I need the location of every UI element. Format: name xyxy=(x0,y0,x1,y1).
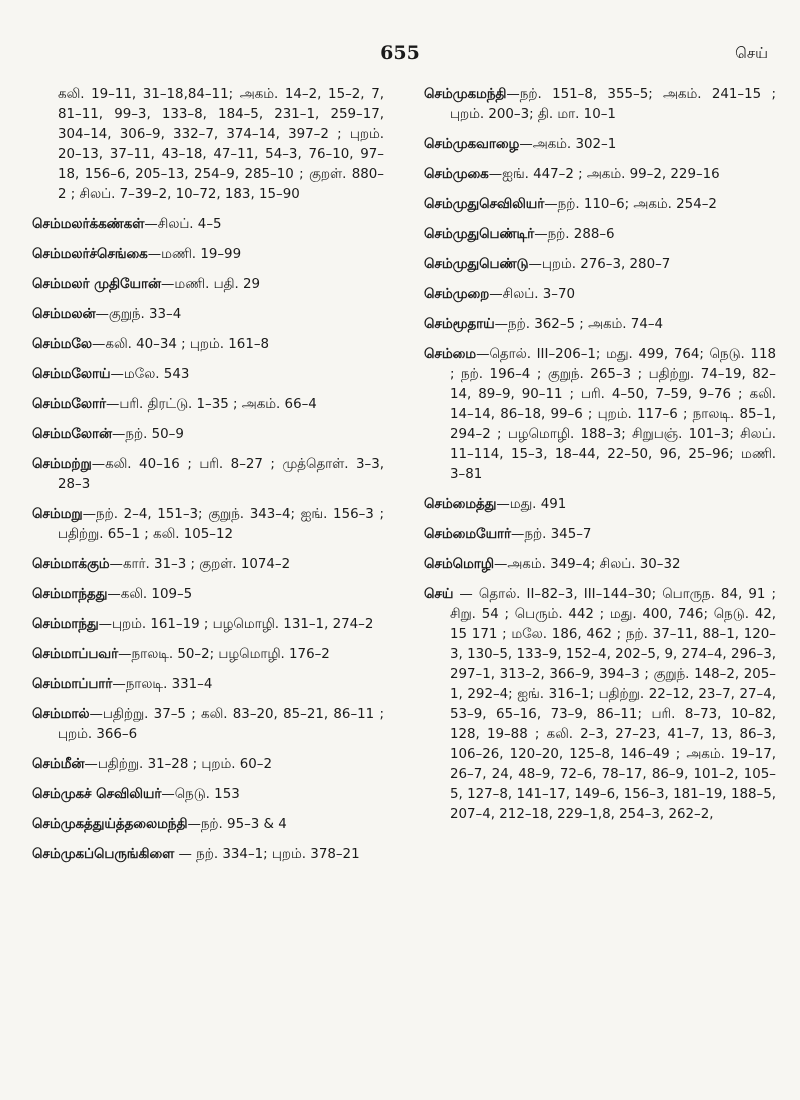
entry-headword: செம்மாந்து xyxy=(32,617,99,632)
entry-headword: செம்மலர்ச்செங்கை xyxy=(32,247,148,262)
entry-headword: செம்முதுசெவிலியர் xyxy=(424,197,545,212)
page-number: 655 xyxy=(380,42,420,64)
entry-headword: செம்முதுபெண்டு xyxy=(424,257,529,272)
entry-headword: செம்மாப்பார் xyxy=(32,677,113,692)
entry-references: — நற். 334–1; புறம். 378–21 xyxy=(174,847,360,862)
index-entry xyxy=(32,585,384,605)
index-entry xyxy=(32,505,384,545)
entry-references: —கலி. 109–5 xyxy=(107,587,193,602)
entry-headword: செம்மலே xyxy=(32,337,93,352)
index-entry xyxy=(424,195,776,215)
left-column xyxy=(32,85,384,875)
entry-references: —பதிற்று. 31–28 ; புறம். 60–2 xyxy=(84,757,272,772)
index-entry xyxy=(424,165,776,185)
entry-references: —அகம். 349–4; சிலப். 30–32 xyxy=(494,557,681,572)
index-entry xyxy=(424,85,776,125)
entry-references: —கலி. 40–34 ; புறம். 161–8 xyxy=(92,337,270,352)
entry-references: —குறுந். 33–4 xyxy=(95,307,182,322)
entry-headword: செம்மறு xyxy=(32,507,83,522)
index-entry xyxy=(32,335,384,355)
entry-headword: செம்மால் xyxy=(32,707,90,722)
entry-headword: செம்மூதாய் xyxy=(424,317,495,332)
index-entry xyxy=(424,255,776,275)
running-head: செய் xyxy=(735,44,768,62)
index-entry xyxy=(424,495,776,515)
entry-references: —நற். 2–4, 151–3; குறுந். 343–4; ஐங். 156–3 ; பதிற்று. 65–1 ; கலி. 105–12 xyxy=(58,507,384,542)
entry-headword: செம்மலோர் xyxy=(32,397,107,412)
entry-headword: செம்மலர் முதியோன் xyxy=(32,277,161,292)
entry-references: —மது. 491 xyxy=(496,497,567,512)
entry-references: —கலி. 40–16 ; பரி. 8–27 ; முத்தொள். 3–3, 28–3 xyxy=(58,457,384,492)
entry-headword: செம்முகமந்தி xyxy=(424,87,507,102)
index-entry xyxy=(32,85,384,205)
entry-headword: செம்மை xyxy=(424,347,477,362)
index-entry xyxy=(424,555,776,575)
entry-headword: செம்மைத்து xyxy=(424,497,497,512)
entry-references: —மணி. 19–99 xyxy=(147,247,242,262)
index-entry xyxy=(32,645,384,665)
entry-references: —நற். 362–5 ; அகம். 74–4 xyxy=(494,317,664,332)
entry-references: —நற். 151–8, 355–5; அகம். 241–15 ; புறம். 200–3; தி. மா. 10–1 xyxy=(450,87,776,122)
index-entry xyxy=(424,345,776,485)
index-entry xyxy=(424,315,776,335)
entry-headword: செம்மலோன் xyxy=(32,427,112,442)
entry-references: —நற். 110–6; அகம். 254–2 xyxy=(544,197,717,212)
index-entry xyxy=(32,675,384,695)
index-entry xyxy=(32,215,384,235)
entry-headword: செம்மலன் xyxy=(32,307,96,322)
entry-references: —நற். 95–3 & 4 xyxy=(187,817,287,832)
entry-headword: செம்மையோர் xyxy=(424,527,512,542)
entry-headword: செம்மலர்க்கண்கள் xyxy=(32,217,145,232)
entry-references: —நற். 50–9 xyxy=(112,427,184,442)
index-entry xyxy=(32,555,384,575)
entry-references: —சிலப். 4–5 xyxy=(144,217,222,232)
entry-headword: செய் xyxy=(424,587,454,602)
index-entry xyxy=(32,275,384,295)
entry-references: —கார். 31–3 ; குறள். 1074–2 xyxy=(109,557,291,572)
entry-references: —அகம். 302–1 xyxy=(519,137,617,152)
index-entry xyxy=(32,785,384,805)
entry-references: —புறம். 161–19 ; பழமொழி. 131–1, 274–2 xyxy=(98,617,374,632)
entry-headword: செம்மாந்தது xyxy=(32,587,108,602)
entry-headword: செம்மாப்பவர் xyxy=(32,647,119,662)
index-entry xyxy=(424,225,776,245)
entry-references: —ஐங். 447–2 ; அகம். 99–2, 229–16 xyxy=(488,167,720,182)
entry-headword: செம்மீன் xyxy=(32,757,85,772)
entry-headword: செம்முகப்பெருங்கிளை xyxy=(32,847,175,862)
entry-references: —புறம். 276–3, 280–7 xyxy=(528,257,671,272)
index-entry xyxy=(32,755,384,775)
entry-headword: செம்மலோய் xyxy=(32,367,111,382)
entry-references: —நாலடி. 50–2; பழமொழி. 176–2 xyxy=(118,647,330,662)
index-entry xyxy=(32,365,384,385)
entry-references: —மணி. பதி. 29 xyxy=(160,277,261,292)
index-entry xyxy=(424,135,776,155)
entry-references: —சிலப். 3–70 xyxy=(489,287,576,302)
index-entry xyxy=(32,815,384,835)
entry-headword: செம்முகச் செவிலியர் xyxy=(32,787,162,802)
entry-references: —நற். 345–7 xyxy=(511,527,592,542)
entry-headword: செம்முகை xyxy=(424,167,489,182)
index-entry xyxy=(424,585,776,825)
entry-references: — தொல். II–82–3, III–144–30; பொருந. 84, 91 ; சிறு. 54 ; பெரும். 442 ; மது. 400, 746; நெடு. 42, 15 171 ; மலே. 186, 462 ; நற். 37–11, 88–1, 120–3, 130–5, 133–9, 152–4, 202–5, 9, 274–4, 296–3, 297–1, 313–2, 366–9, 394–3 ; குறுந். 148–2, 205–1, 292–4; ஐங். 316–1; பதிற்று. 22–12, 23–7, 27–4, 53–9, 65–16, 73–9, 86–11; பரி. 8–73, 10–82, 128, 19–88 ; கலி. 2–3, 27–23, 41–7, 13, 86–3, 106–26, 120–20, 125–8, 146–49 ; அகம். 19–17, 26–7, 24, 48–9, 72–6, 78–17, 86–9, 101–2, 105–5, 127–8, 141–17, 149–6, 156–3, 181–19, 188–5, 207–4, 212–18, 229–1,8, 254–3, 262–2, xyxy=(450,587,776,822)
index-entry xyxy=(424,285,776,305)
index-entry xyxy=(32,425,384,445)
entry-headword: செம்முறை xyxy=(424,287,490,302)
entry-references: —தொல். III–206–1; மது. 499, 764; நெடு. 118 ; நற். 196–4 ; குறுந். 265–3 ; பதிற்று. 74–19, 82–14, 89–9, 90–11 ; பரி. 4–50, 7–59, 9–76 ; கலி. 14–14, 86–18, 99–6 ; புறம். 117–6 ; நாலடி. 85–1, 294–2 ; பழமொழி. 188–3; சிறுபஞ். 101–3; சிலப். 11–114, 15–3, 18–44, 22–50, 96, 25–96; மணி. 3–81 xyxy=(450,347,776,482)
entry-references: —நெடு. 153 xyxy=(161,787,240,802)
index-entry xyxy=(32,455,384,495)
index-entry xyxy=(32,845,384,865)
index-entry xyxy=(32,705,384,745)
right-column xyxy=(424,85,776,835)
entry-references: —நற். 288–6 xyxy=(534,227,615,242)
index-entry xyxy=(424,525,776,545)
entry-headword: செம்மற்று xyxy=(32,457,92,472)
entry-references: கலி. 19–11, 31–18,84–11; அகம். 14–2, 15–2, 7, 81–11, 99–3, 133–8, 184–5, 231–1, 259–17, 304–14, 306–9, 332–7, 374–14, 397–2 ; புறம். 20–13, 37–11, 43–18, 47–11, 54–3, 76–10, 97–18, 156–6, 205–13, 254–9, 285–10 ; குறள். 880–2 ; சிலப். 7–39–2, 10–72, 183, 15–90 xyxy=(58,87,384,202)
entry-headword: செம்மாக்கும் xyxy=(32,557,110,572)
entry-references: —பரி. திரட்டு. 1–35 ; அகம். 66–4 xyxy=(106,397,317,412)
index-entry xyxy=(32,305,384,325)
index-entry xyxy=(32,245,384,265)
index-entry xyxy=(32,615,384,635)
entry-references: —மலே. 543 xyxy=(110,367,190,382)
entry-references: —பதிற்று. 37–5 ; கலி. 83–20, 85–21, 86–11 ; புறம். 366–6 xyxy=(58,707,384,742)
entry-references: —நாலடி. 331–4 xyxy=(112,677,213,692)
index-entry xyxy=(32,395,384,415)
entry-headword: செம்முதுபெண்டிர் xyxy=(424,227,535,242)
entry-headword: செம்முகவாழை xyxy=(424,137,520,152)
entry-headword: செம்மொழி xyxy=(424,557,494,572)
entry-headword: செம்முகத்துய்த்தலைமந்தி xyxy=(32,817,188,832)
